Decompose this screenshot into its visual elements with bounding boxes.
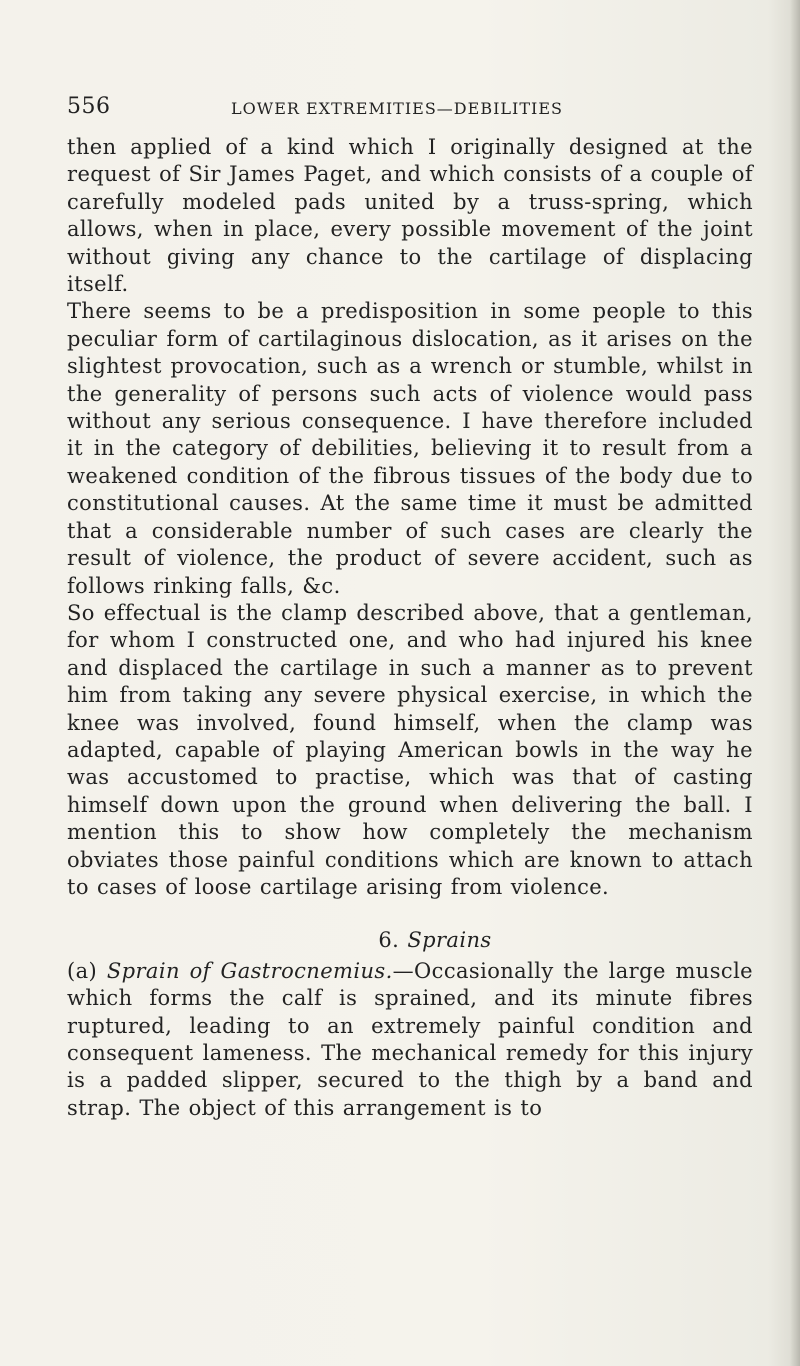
paragraph-2: There seems to be a predisposition in some people to this peculiar form of cartilaginous dislocation, as it arises on the slightest provocation, such as a wrench or stumble, whilst in the generality of persons such acts of violence would pass without any serious consequence. I have therefore included it in the category of debilities, believing it to result from a weakened condition of the fibrous tissues of the body due to constitutional causes. At the same time it must be admitted that a considerable number of such cases are clearly the result of violence, the product of severe accident, such as follows rinking falls, &c. (67, 299, 753, 598)
paragraph-1: then applied of a kind which I originally designed at the request of Sir James Paget, and which consists of a couple of carefully modeled pads united by a truss-spring, which allows, when in place, every possible movement of the joint without giving any chance to the cartilage of displacing itself. (67, 135, 753, 297)
subsection-paragraph (67, 958, 753, 1122)
subsection-text: —Occasionally the large muscle which forms the calf is sprained, and its minute fibres ruptured, leading to an extremely painful condition and consequent lameness. The mechanical remedy for this injury is a padded slipper, secured to the thigh by a band and strap. The object of this arrangement is to (67, 958, 754, 1120)
section-number: 6. (378, 928, 400, 953)
subsection-label: (a) (67, 958, 98, 983)
body-text (67, 134, 753, 1122)
paragraph-3: So effectual is the clamp described above, that a gentleman, for whom I constructed one, and who had injured his knee and displaced the cartilage in such a manner as to prevent him from taking any severe physical exercise, in which the knee was involved, found himself, when the clamp was adapted, capable of playing American bowls in the way he was accustomed to practise, which was that of casting himself down upon the ground when delivering the ball. I mention this to show how completely the mechanism obviates those painful conditions which are known to attach to cases of loose cartilage arising from violence. (67, 600, 753, 899)
section-heading (67, 927, 753, 954)
subsection-title: Sprain of Gastrocnemius. (106, 958, 393, 983)
running-head: LOWER EXTREMITIES—DEBILITIES (231, 99, 563, 118)
page-header (67, 94, 757, 122)
section-title: Sprains (407, 928, 492, 953)
page-edge-shadow (790, 0, 800, 1366)
page-number: 556 (67, 94, 111, 119)
